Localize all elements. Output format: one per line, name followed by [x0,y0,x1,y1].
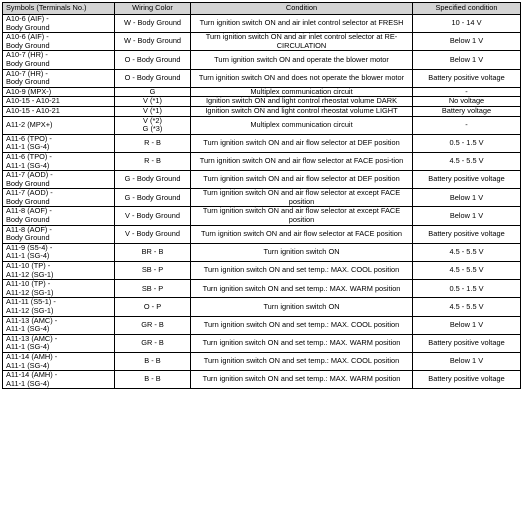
table-row [3,134,521,152]
specified-condition: 0.5 - 1.5 V [413,134,521,152]
condition-text: Turn ignition switch ON and does not operate the blower motor [191,69,413,87]
table-row [3,262,521,280]
condition-text: Turn ignition switch ON and air flow selector at DEF position [191,171,413,189]
wiring-color: BR - B [115,243,191,261]
table-row [3,106,521,116]
table-header [3,3,521,15]
specified-condition: Battery positive voltage [413,69,521,87]
terminal-symbol: A10-15 - A10-21 [3,97,115,107]
specified-condition: 10 - 14 V [413,15,521,33]
wiring-color: G - Body Ground [115,171,191,189]
table-body [3,15,521,389]
terminal-symbol: A11-6 (TPO) - A11-1 (SG-4) [3,152,115,170]
condition-text: Turn ignition switch ON and set temp.: MAX. COOL position [191,262,413,280]
terminal-symbol: A11-14 (AMH) - A11-1 (SG-4) [3,352,115,370]
wiring-color: G - Body Ground [115,189,191,207]
specified-condition: - [413,116,521,134]
specified-condition: Below 1 V [413,207,521,225]
table-row [3,243,521,261]
wiring-color: G [115,87,191,97]
specified-condition: 4.5 - 5.5 V [413,262,521,280]
header-condition: Condition [191,3,413,15]
table-row [3,371,521,389]
terminal-symbol: A10-6 (AIF) - Body Ground [3,33,115,51]
table-row [3,87,521,97]
condition-text: Turn ignition switch ON and set temp.: MAX. COOL position [191,352,413,370]
wiring-color: B - B [115,352,191,370]
table-row [3,280,521,298]
specified-condition: 0.5 - 1.5 V [413,280,521,298]
condition-text: Turn ignition switch ON and operate the blower motor [191,51,413,69]
terminal-symbol: A11-7 (AOD) - Body Ground [3,171,115,189]
header-specified-condition: Specified condition [413,3,521,15]
condition-text: Multiplex communication circuit [191,116,413,134]
table-row [3,33,521,51]
wiring-color: V (*1) [115,106,191,116]
table-row [3,207,521,225]
wiring-color: O - P [115,298,191,316]
wiring-color: SB - P [115,280,191,298]
condition-text: Turn ignition switch ON and air flow selector at FACE posi-tion [191,152,413,170]
wiring-color: R - B [115,134,191,152]
wiring-color: V - Body Ground [115,225,191,243]
table-row [3,316,521,334]
table-row [3,15,521,33]
specified-condition: Battery voltage [413,106,521,116]
table-row [3,152,521,170]
wiring-color: O - Body Ground [115,69,191,87]
table-row [3,69,521,87]
terminal-symbol: A11-9 (S5-4) - A11-1 (SG-4) [3,243,115,261]
wiring-color: O - Body Ground [115,51,191,69]
terminal-symbol: A11-13 (AMC) - A11-1 (SG-4) [3,316,115,334]
table-row [3,171,521,189]
table-row [3,225,521,243]
wiring-color: V (*1) [115,97,191,107]
wiring-color: SB - P [115,262,191,280]
specified-condition: Below 1 V [413,33,521,51]
condition-text: Turn ignition switch ON and air flow selector at DEF position [191,134,413,152]
condition-text: Turn ignition switch ON and air flow selector at except FACE position [191,189,413,207]
table-row [3,334,521,352]
specified-condition: Below 1 V [413,316,521,334]
terminal-symbol: A10-7 (HR) - Body Ground [3,69,115,87]
condition-text: Turn ignition switch ON and set temp.: MAX. COOL position [191,316,413,334]
condition-text: Turn ignition switch ON and air inlet control selector at RE-CIRCULATION [191,33,413,51]
terminal-symbol: A11-10 (TP) - A11-12 (SG-1) [3,280,115,298]
terminal-symbol: A11-2 (MPX+) [3,116,115,134]
terminal-symbol: A11-8 (AOF) - Body Ground [3,225,115,243]
table-row [3,116,521,134]
table-row [3,352,521,370]
specified-condition: Below 1 V [413,352,521,370]
wiring-color: GR - B [115,316,191,334]
specified-condition: 4.5 - 5.5 V [413,152,521,170]
condition-text: Turn ignition switch ON and set temp.: MAX. WARM position [191,280,413,298]
wiring-color: R - B [115,152,191,170]
specified-condition: Battery positive voltage [413,334,521,352]
terminal-symbol: A10-15 - A10-21 [3,106,115,116]
specified-condition: 4.5 - 5.5 V [413,298,521,316]
terminal-symbol: A11-11 (S5-1) - A11-12 (SG-1) [3,298,115,316]
condition-text: Multiplex communication circuit [191,87,413,97]
condition-text: Turn ignition switch ON and air flow selector at FACE position [191,225,413,243]
condition-text: Turn ignition switch ON and set temp.: MAX. WARM position [191,371,413,389]
specified-condition: Battery positive voltage [413,171,521,189]
condition-text: Turn ignition switch ON [191,243,413,261]
header-symbols: Symbols (Terminals No.) [3,3,115,15]
specified-condition: 4.5 - 5.5 V [413,243,521,261]
specified-condition: Below 1 V [413,189,521,207]
terminal-symbol: A11-14 (AMH) - A11-1 (SG-4) [3,371,115,389]
specified-condition: No voltage [413,97,521,107]
wiring-color: V - Body Ground [115,207,191,225]
terminal-symbol: A10-6 (AIF) - Body Ground [3,15,115,33]
table-row [3,97,521,107]
condition-text: Turn ignition switch ON and air flow selector at except FACE position [191,207,413,225]
wiring-color: V (*2) G (*3) [115,116,191,134]
condition-text: Turn ignition switch ON and set temp.: MAX. WARM position [191,334,413,352]
terminal-symbol: A10-9 (MPX-) [3,87,115,97]
condition-text: Turn ignition switch ON [191,298,413,316]
terminal-symbol: A11-13 (AMC) - A11-1 (SG-4) [3,334,115,352]
header-row [3,3,521,15]
terminal-symbol: A11-7 (AOD) - Body Ground [3,189,115,207]
table-row [3,189,521,207]
terminal-symbol: A11-10 (TP) - A11-12 (SG-1) [3,262,115,280]
header-wiring-color: Wiring Color [115,3,191,15]
wiring-color: GR - B [115,334,191,352]
specified-condition: Below 1 V [413,51,521,69]
wiring-color: W - Body Ground [115,33,191,51]
specified-condition: Battery positive voltage [413,225,521,243]
terminal-spec-table [2,2,521,389]
wiring-color: B - B [115,371,191,389]
condition-text: Turn ignition switch ON and air inlet control selector at FRESH [191,15,413,33]
condition-text: Ignition switch ON and light control rheostat volume DARK [191,97,413,107]
table-row [3,298,521,316]
wiring-color: W - Body Ground [115,15,191,33]
condition-text: Ignition switch ON and light control rheostat volume LIGHT [191,106,413,116]
terminal-symbol: A11-8 (AOF) - Body Ground [3,207,115,225]
terminal-symbol: A11-6 (TPO) - A11-1 (SG-4) [3,134,115,152]
terminal-symbol: A10-7 (HR) - Body Ground [3,51,115,69]
table-row [3,51,521,69]
specified-condition: Battery positive voltage [413,371,521,389]
specified-condition: - [413,87,521,97]
